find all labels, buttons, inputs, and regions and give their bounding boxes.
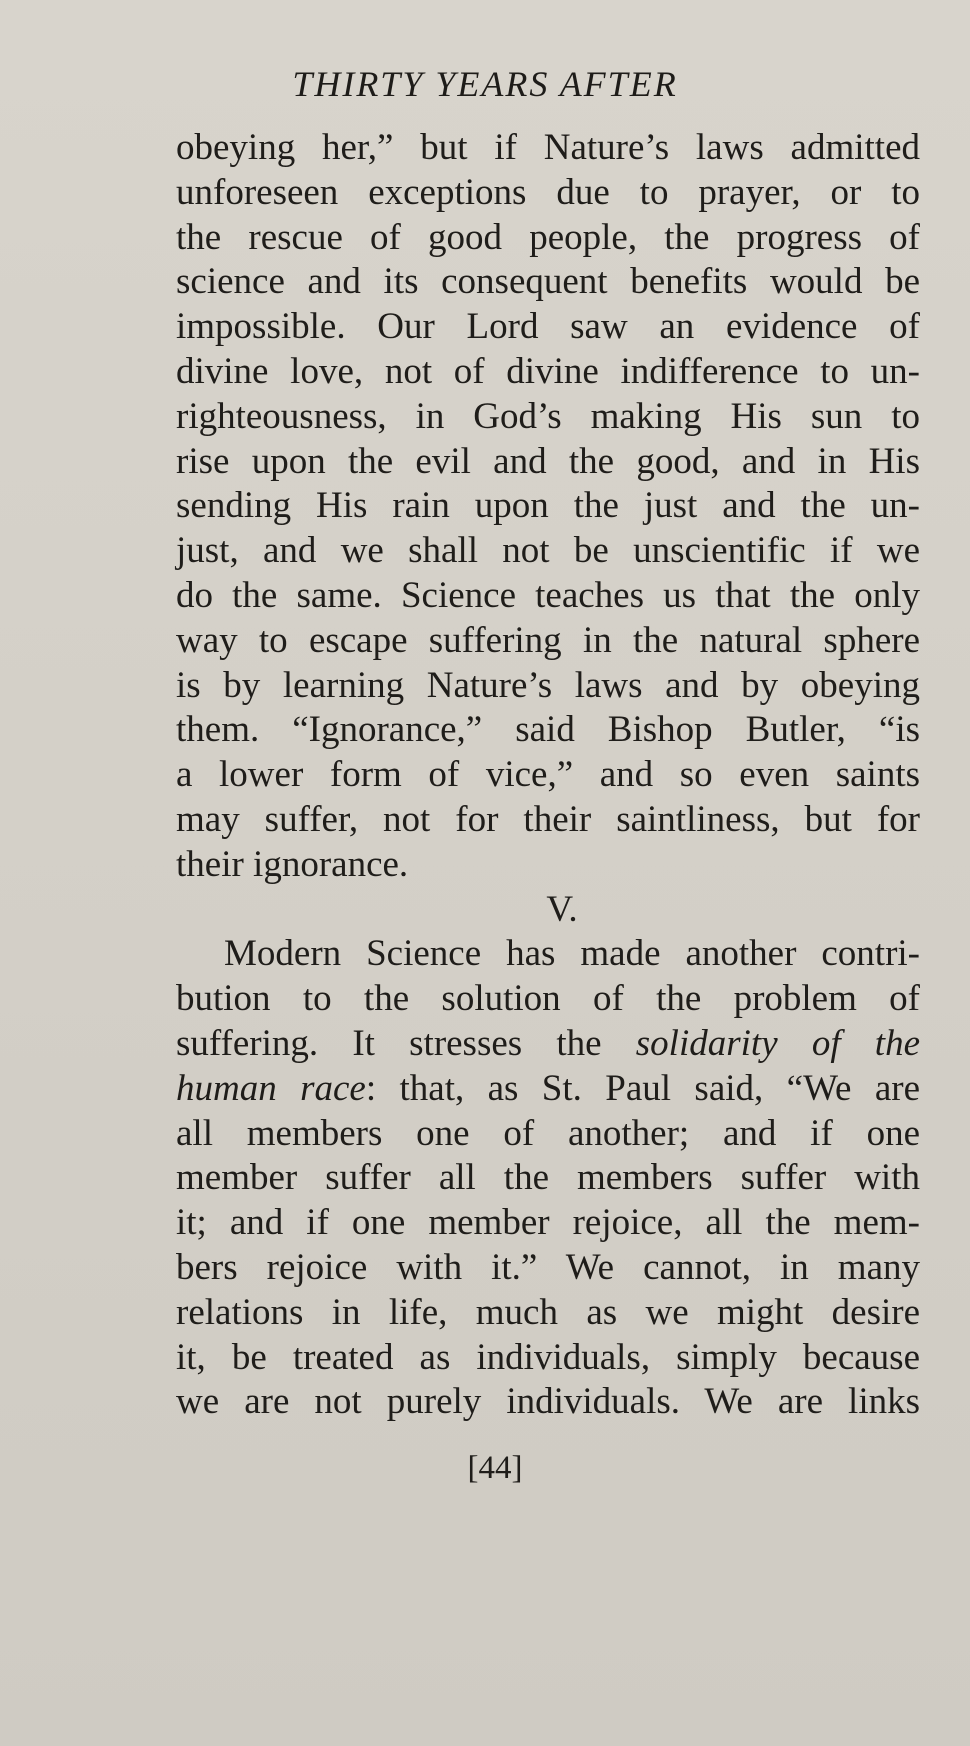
italic-phrase: human race xyxy=(176,1067,366,1109)
text-line: Modern Science has made another contri- xyxy=(224,933,920,975)
text-line: obeying her,” but if Nature’s laws admitted xyxy=(176,127,920,168)
text-line: we are not purely individuals. We are links xyxy=(176,1381,920,1423)
text-line: do the same. Science teaches us that the only xyxy=(176,574,920,616)
text-run: : that, as St. Paul said, “We are xyxy=(365,1067,920,1109)
text-line: just, and we shall not be unscientific if we xyxy=(176,530,920,572)
text-line: impossible. Our Lord saw an evidence of xyxy=(176,306,920,348)
text-line: righteousness, in God’s making His sun to xyxy=(176,395,920,437)
text-line: bution to the solution of the problem of xyxy=(176,978,920,1020)
paragraph-1 xyxy=(176,126,920,888)
paragraph-2 xyxy=(176,932,920,1425)
text-line: sending His rain upon the just and the un- xyxy=(176,485,920,527)
text-line: them. “Ignorance,” said Bishop Butler, “is xyxy=(176,709,920,751)
text-line xyxy=(176,1022,920,1067)
text-line: bers rejoice with it.” We cannot, in many xyxy=(176,1246,920,1288)
text-line: it; and if one member rejoice, all the mem- xyxy=(176,1202,920,1244)
text-line: way to escape suffering in the natural sphere xyxy=(176,619,920,661)
text-line: unforeseen exceptions due to prayer, or to xyxy=(176,171,920,213)
text-line: science and its consequent benefits would be xyxy=(176,261,920,303)
page-number: [44] xyxy=(467,1450,523,1486)
section-heading: V. xyxy=(546,888,578,930)
text-line: a lower form of vice,” and so even saints xyxy=(176,754,920,796)
text-line: member suffer all the members suffer with xyxy=(176,1157,920,1199)
text-line xyxy=(176,1067,920,1112)
text-line: rise upon the evil and the good, and in His xyxy=(176,440,920,482)
text-line: divine love, not of divine indifference to un- xyxy=(176,350,920,392)
text-run: suffering. It stresses the xyxy=(176,1022,636,1064)
running-head: THIRTY YEARS AFTER xyxy=(292,64,678,104)
text-line: it, be treated as individuals, simply because xyxy=(176,1336,920,1378)
italic-phrase: solidarity of the xyxy=(635,1022,920,1064)
text-line: all members one of another; and if one xyxy=(176,1112,920,1154)
body-text xyxy=(176,126,920,1425)
text-line: their ignorance. xyxy=(176,843,409,885)
text-line: the rescue of good people, the progress of xyxy=(176,216,920,258)
text-line: may suffer, not for their saintliness, but for xyxy=(176,798,920,840)
text-line: relations in life, much as we might desire xyxy=(176,1291,920,1333)
text-line: is by learning Nature’s laws and by obeying xyxy=(176,664,920,706)
